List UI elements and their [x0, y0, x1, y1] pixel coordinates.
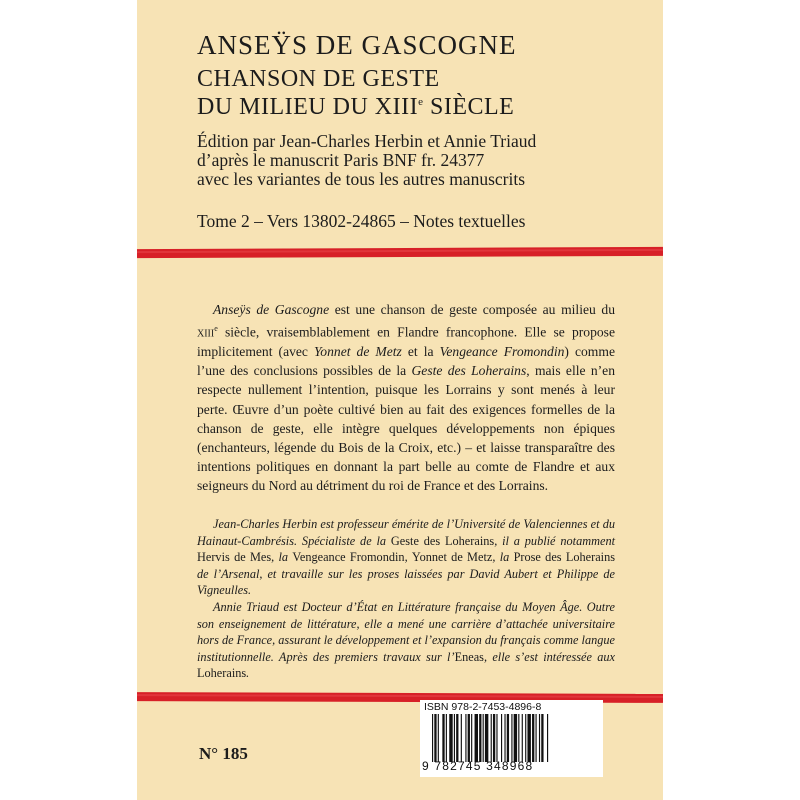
book-summary: Anseÿs de Gascogne est une chanson de geste composée au milieu du xiii$^e$ siècle, vraisemblablement en Flandre francophone. Elle se propose implicitement (avec Yonnet de Metz et la Vengeance Fromondin) comme l’une des conclusions possibles de la Geste des Loherains, mais elle n’en respecte nullement l’intention, puisque les Lorrains y sont menés à leur perte. Œuvre d’un poète cultivé bien au fait des exigences formelles de la chanson de geste, elle intègre quelques développements non épiques (enchanteurs, légende du Bois de la Croix, etc.) – et laisse transparaître des intentions politiques en donnant la part belle au comte de Flandre et aux seigneurs du Nord au détriment du roi de France et des Lorrains.	[197, 302, 615, 494]
red-stripe-top	[137, 247, 663, 258]
barcode-bar	[536, 714, 537, 762]
barcode-bar	[432, 714, 433, 762]
barcode-bar	[491, 714, 492, 762]
isbn-digits: 9 782745 348968	[422, 759, 534, 773]
barcode-bar	[518, 714, 519, 762]
edition-line: avec les variantes de tous les autres manuscrits	[197, 169, 526, 189]
barcode-bar	[454, 714, 455, 762]
barcode-bar	[483, 714, 484, 762]
barcode-bar	[525, 714, 526, 762]
barcode-icon	[432, 714, 597, 762]
barcode-bar	[527, 714, 530, 762]
barcode-bar	[479, 714, 481, 762]
barcode-bar	[496, 714, 497, 762]
series-number: N° 185	[199, 744, 248, 763]
barcode-bar	[485, 714, 488, 762]
barcode-bar	[514, 714, 517, 762]
barcode-bar	[471, 714, 472, 762]
book-subtitle-line-2: DU MILIEU DU XIIIe SIÈCLE	[197, 94, 515, 120]
bio-herbin: Jean-Charles Herbin est professeur émérite de l’Université de Valenciennes et du Hainaut-Cambrésis. Spécialiste de la Geste des Loherains, il a publié notamment Hervis de Mes, la Vengeance Fromondin, Yonnet de Metz, la Prose des Loherains de l’Arsenal, et travaille sur les proses laissées par David Aubert et Philippe de Vigneulles.	[197, 517, 616, 598]
book-back-cover	[137, 0, 663, 800]
barcode-bar	[532, 714, 534, 762]
barcode-bar	[522, 714, 523, 762]
barcode-bar	[434, 714, 436, 762]
barcode-bar	[449, 714, 452, 762]
barcode-bar	[456, 714, 458, 762]
barcode-bar	[493, 714, 495, 762]
barcode-bar	[468, 714, 470, 762]
edition-line: Édition par Jean-Charles Herbin et Annie Triaud	[197, 131, 537, 151]
book-title: ANSEŸS DE GASCOGNE	[197, 30, 517, 60]
barcode-bar	[541, 714, 543, 762]
volume-info: Tome 2 – Vers 13802-24865 – Notes textuelles	[197, 211, 526, 231]
barcode-bar	[465, 714, 466, 762]
barcode-bar	[511, 714, 512, 762]
barcode-bar	[507, 714, 509, 762]
barcode-bar	[539, 714, 540, 762]
barcode-bar	[446, 714, 447, 762]
barcode-bar	[442, 714, 444, 762]
barcode-bar	[504, 714, 505, 762]
isbn-barcode-box	[420, 700, 603, 777]
barcode-bar	[461, 714, 462, 762]
barcode-bar	[475, 714, 478, 762]
bio-triaud: Annie Triaud est Docteur d’État en Littérature française du Moyen Âge. Outre son enseignement de littérature, elle a mené une carrière d’attachée universitaire hors de France, assurant le développement et l’expansion du français comme langue institutionnelle. Après des premiers travaux sur l’Eneas, elle s’est intéressée aux Loherains.	[197, 599, 616, 681]
edition-line: d’après le manuscrit Paris BNF fr. 24377	[197, 150, 485, 170]
barcode-bar	[547, 714, 548, 762]
barcode-bar	[438, 714, 439, 762]
barcode-bar	[501, 714, 502, 762]
author-bios	[197, 516, 615, 682]
book-subtitle-line-1: CHANSON DE GESTE	[197, 66, 440, 92]
isbn-label: ISBN 978-2-7453-4896-8	[424, 701, 542, 713]
edition-credits	[197, 132, 536, 189]
